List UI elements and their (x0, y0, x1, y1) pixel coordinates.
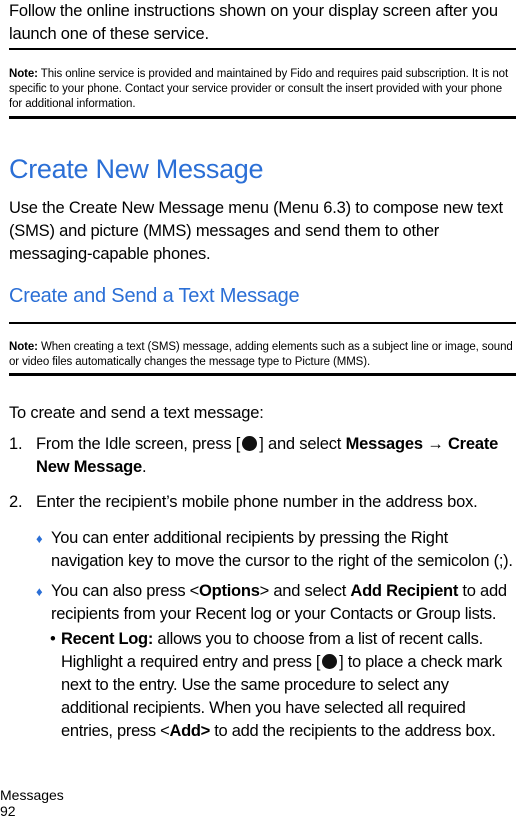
ok-key-icon (322, 654, 337, 669)
footer-section: Messages (0, 787, 64, 803)
lead-text: To create and send a text message: (9, 404, 264, 422)
sub-item-semicolon (36, 527, 514, 573)
step-2 (9, 491, 514, 514)
ok-key-icon (242, 436, 257, 451)
note2-bottom-rule (9, 373, 516, 376)
sub-item-text: You can also press <Options> and select Add Recipient to add recipients from your Recent log or your Contacts or Group lists. (51, 582, 507, 623)
step-number: 2. (9, 493, 23, 511)
subsection-title: Create and Send a Text Message (9, 285, 300, 307)
note-label: Note: (9, 68, 38, 80)
bullet-icon: • (50, 630, 56, 648)
note2-top-rule (9, 322, 516, 324)
section-title: Create New Message (9, 154, 264, 184)
bullet-recent-log (50, 628, 515, 743)
step-number: 1. (9, 435, 23, 453)
bullet-text: Recent Log: allows you to choose from a list of recent calls. Highlight a required entry and press [ ] to place a check mark next to the entry. Use the same procedure to select any additional recipients. When you have selected all required entries, press <Add> to add the recipients to the address box. (61, 630, 502, 740)
note-bottom-rule (9, 116, 516, 119)
note-top-rule (9, 48, 516, 50)
diamond-icon: ♦ (36, 584, 43, 599)
note-box-service (9, 67, 516, 112)
page-footer (0, 787, 64, 819)
intro-paragraph: Follow the online instructions shown on your display screen after you launch one of these service. (9, 2, 498, 43)
note-box-mms (9, 340, 516, 370)
note-text: This online service is provided and maintained by Fido and requires paid subscription. It is not specific to your phone. Contact your service provider or consult the insert provided with your phone for additional information. (9, 68, 509, 110)
right-arrow-icon: → (422, 435, 448, 453)
sub-item-text: You can enter additional recipients by pressing the Right navigation key to move the cursor to the right of the semicolon (;). (51, 529, 513, 570)
section-description: Use the Create New Message menu (Menu 6.3) to compose new text (SMS) and picture (MMS) messages and send them to other messaging-capable phones. (9, 199, 503, 263)
note2-text: When creating a text (SMS) message, adding elements such as a subject line or image, sound or video files automatically changes the message type to Picture (MMS). (9, 341, 513, 368)
diamond-icon: ♦ (36, 531, 43, 546)
step-1 (9, 433, 514, 479)
step-text: Enter the recipient’s mobile phone number in the address box. (36, 493, 478, 511)
step-text: From the Idle screen, press [ ] and select Messages → Create New Message. (36, 435, 499, 476)
note2-label: Note: (9, 341, 38, 353)
sub-item-options (36, 580, 514, 626)
page-number: 92 (0, 803, 16, 819)
